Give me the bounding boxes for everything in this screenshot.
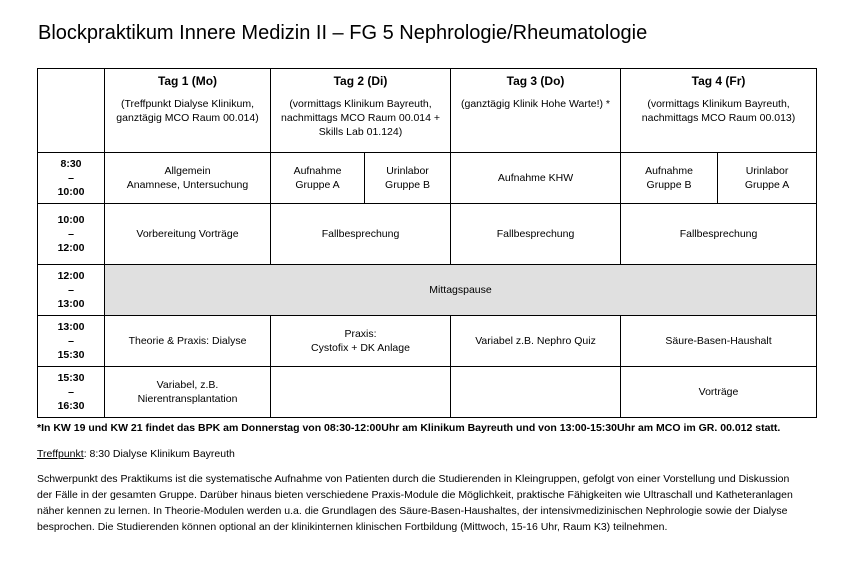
- day-note-line: nachmittags MCO Raum 00.013): [641, 112, 796, 124]
- time-cell: [38, 316, 105, 367]
- slot-line: Gruppe B: [385, 179, 430, 191]
- footnote: *In KW 19 und KW 21 findet das BPK am Donnerstag von 08:30-12:00Uhr am Klinikum Bayreuth und von 13:00-15:30Uhr am MCO im GR. 00.012 statt.: [37, 422, 781, 434]
- slot-tag3: Variabel z.B. Nephro Quiz: [451, 316, 621, 367]
- day-header-3: [451, 69, 621, 153]
- day-name: Tag 1 (Mo): [157, 74, 218, 88]
- slot-tag1: [105, 153, 271, 204]
- time-start: 10:00: [57, 214, 85, 226]
- time-cell: [38, 204, 105, 265]
- schedule-row: [38, 367, 817, 418]
- meeting-label: Treffpunkt: [37, 448, 84, 460]
- description-line: Schwerpunkt des Praktikums ist die systematische Aufnahme von Patienten durch die Studierenden in Kleingruppen, gefolgt von einer Vorstellung und Diskussion: [37, 473, 790, 485]
- time-end: 12:00: [57, 242, 85, 254]
- slot-tag4: Fallbesprechung: [621, 204, 817, 265]
- lunch-break-cell: Mittagspause: [105, 265, 817, 316]
- time-start: 13:00: [57, 321, 85, 333]
- slot-line: Nierentransplantation: [137, 393, 238, 405]
- time-dash: –: [68, 228, 74, 240]
- time-dash: –: [68, 284, 74, 296]
- slot-line: Gruppe B: [646, 179, 692, 191]
- slot-tag3: [451, 153, 621, 204]
- day-note-line: (Treffpunkt Dialyse Klinikum,: [120, 98, 255, 110]
- slot-tag2-group-a: [271, 153, 365, 204]
- time-cell: [38, 367, 105, 418]
- time-end: 10:00: [57, 186, 85, 198]
- description: [37, 471, 827, 535]
- slot-line: Aufnahme: [645, 165, 693, 177]
- meeting-point: [37, 446, 827, 462]
- day-note-line: (vormittags Klinikum Bayreuth,: [289, 98, 432, 110]
- slot-line: Anamnese, Untersuchung: [126, 179, 249, 191]
- slot-tag1: Theorie & Praxis: Dialyse: [105, 316, 271, 367]
- schedule-row: [38, 265, 817, 316]
- slot-line: Cystofix + DK Anlage: [311, 342, 410, 354]
- day-name: Tag 3 (Do): [506, 74, 565, 88]
- slot-tag3: [451, 367, 621, 418]
- day-note-line: (ganztägig Klinik Hohe Warte!) *: [461, 98, 611, 110]
- day-note-line: Skills Lab 01.124): [318, 126, 403, 138]
- slot-line: Aufnahme: [293, 165, 342, 177]
- day-name: Tag 4 (Fr): [691, 74, 746, 88]
- day-note-line: ganztägig MCO Raum 00.014): [116, 112, 259, 124]
- slot-line: Gruppe A: [295, 179, 340, 191]
- slot-line: Urinlabor: [745, 165, 789, 177]
- schedule-row: [38, 204, 817, 265]
- time-end: 15:30: [57, 349, 85, 361]
- slot-tag4: Vorträge: [621, 367, 817, 418]
- day-header-4: [621, 69, 817, 153]
- slot-tag4-group-b: [621, 153, 718, 204]
- corner-cell: [38, 69, 105, 153]
- time-dash: –: [68, 172, 74, 184]
- slot-line: Aufnahme KHW: [497, 172, 574, 184]
- slot-line: Variabel, z.B.: [156, 379, 219, 391]
- time-cell: [38, 153, 105, 204]
- day-note-line: nachmittags MCO Raum 00.014 +: [280, 112, 441, 124]
- slot-tag2-group-b: [365, 153, 451, 204]
- slot-tag1: [105, 367, 271, 418]
- description-line: näher kennen zu lernen. In Theorie-Modulen werden u.a. die Grundlagen des Säure-Basen-Haushaltes, der intensivmedizinischen Nephrologie sowie der Dialyse: [37, 505, 788, 517]
- slot-line: Allgemein: [164, 165, 211, 177]
- slot-line: Urinlabor: [386, 165, 429, 177]
- slot-tag2: Fallbesprechung: [271, 204, 451, 265]
- day-note-line: (vormittags Klinikum Bayreuth,: [647, 98, 790, 110]
- page-title: Blockpraktikum Innere Medizin II – FG 5 Nephrologie/Rheumatologie: [38, 22, 648, 44]
- description-line: besprochen. Die Studierenden können optional an der klinikinternen klinischen Fortbildung (Mittwoch, 15-16 Uhr, Raum K3) teilnehmen.: [37, 521, 668, 533]
- time-dash: –: [68, 335, 74, 347]
- day-header-2: [271, 69, 451, 153]
- slot-tag1: Vorbereitung Vorträge: [105, 204, 271, 265]
- time-end: 13:00: [57, 298, 85, 310]
- slot-tag2: [271, 316, 451, 367]
- slot-line: Gruppe A: [744, 179, 790, 191]
- slot-line: Praxis:: [344, 328, 377, 340]
- description-line: der Fälle in der gesamten Gruppe. Darüber hinaus bieten verschiedene Praxis-Module die Möglichkeit, praktische Fähigkeiten wie Ultraschall und Katheteranlagen: [37, 489, 793, 501]
- time-start: 12:00: [57, 270, 85, 282]
- time-start: 15:30: [57, 372, 85, 384]
- day-name: Tag 2 (Di): [333, 74, 388, 88]
- header-row: [38, 69, 817, 153]
- time-cell: [38, 265, 105, 316]
- slot-tag4-group-a: [718, 153, 817, 204]
- slot-tag4: Säure-Basen-Haushalt: [621, 316, 817, 367]
- time-dash: –: [68, 386, 74, 398]
- day-header-1: [105, 69, 271, 153]
- schedule-row: [38, 316, 817, 367]
- meeting-value: : 8:30 Dialyse Klinikum Bayreuth: [83, 448, 235, 460]
- time-start: 8:30: [60, 158, 82, 170]
- slot-tag3: Fallbesprechung: [451, 204, 621, 265]
- slot-tag2: [271, 367, 451, 418]
- time-end: 16:30: [57, 400, 85, 412]
- schedule-row: [38, 153, 817, 204]
- schedule-table: [37, 68, 817, 418]
